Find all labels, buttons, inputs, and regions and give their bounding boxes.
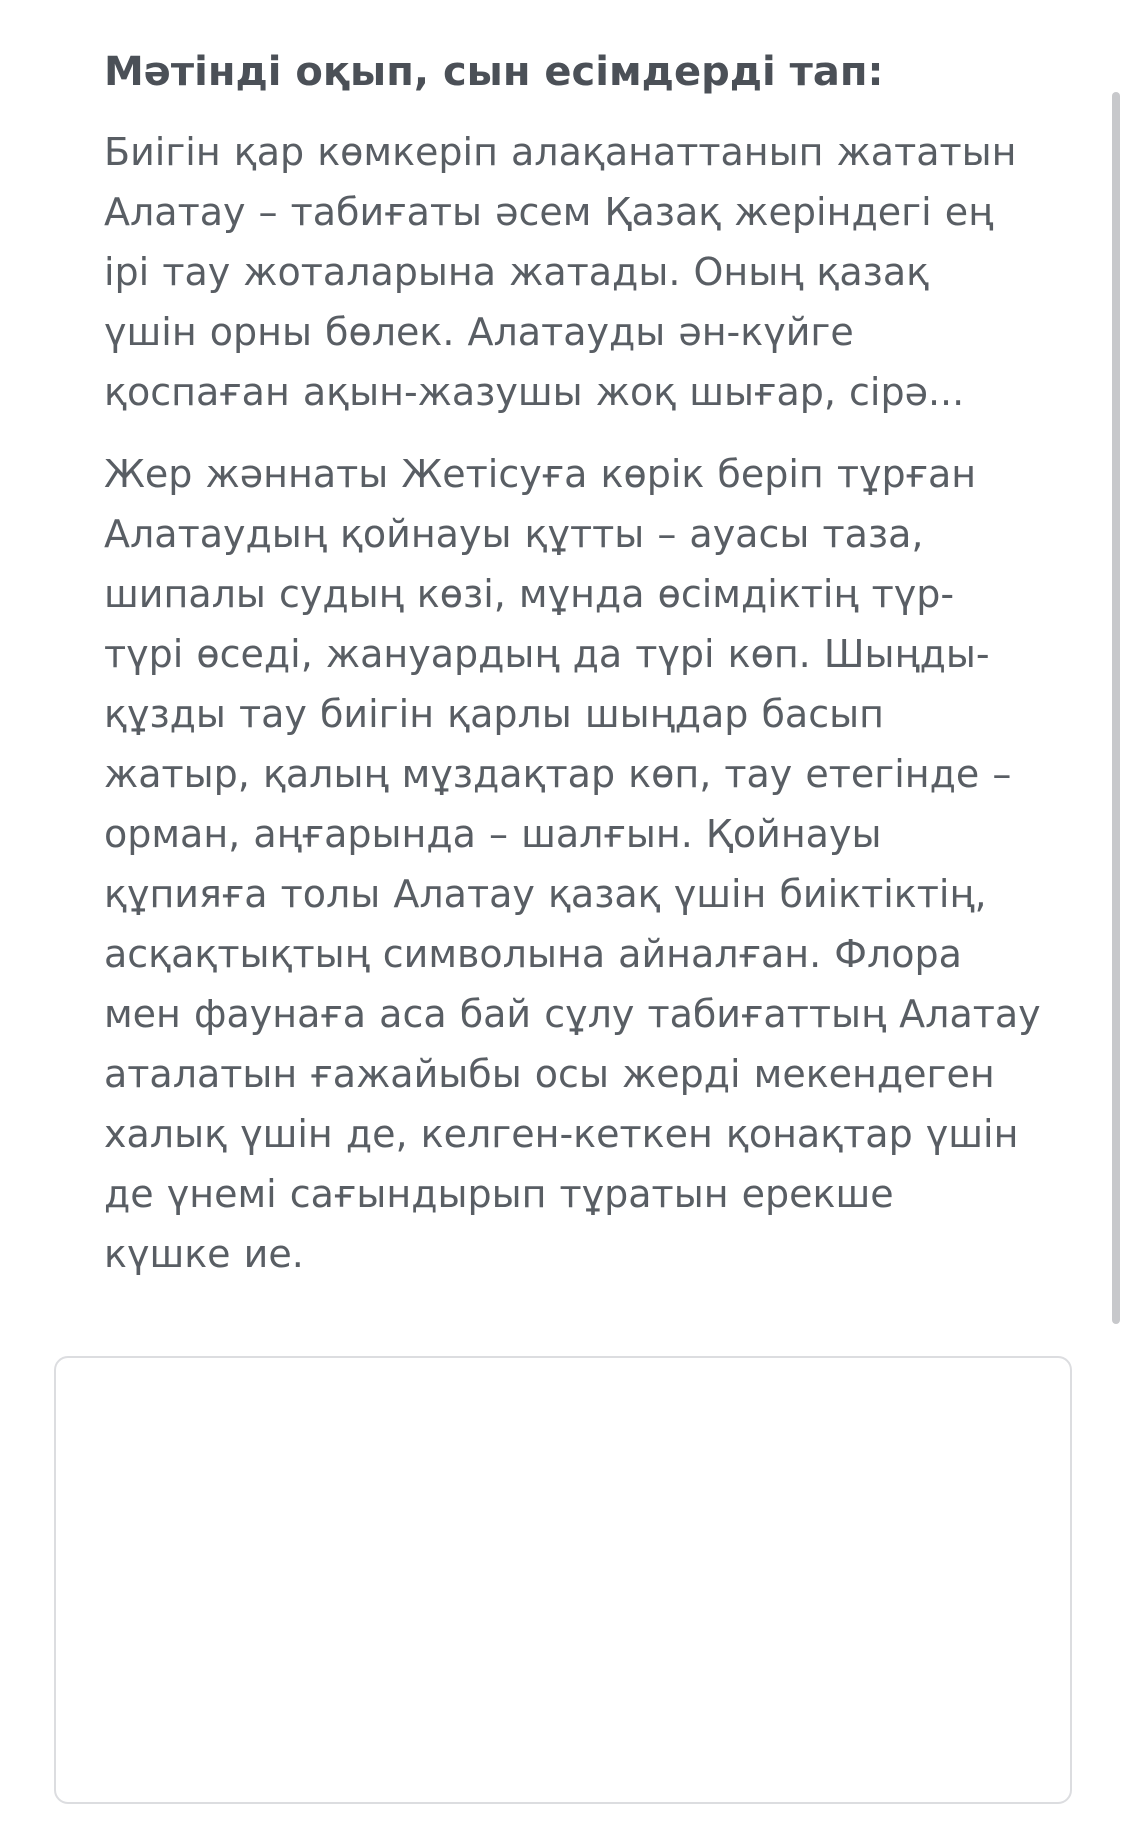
- paragraph-line: құзды тау биігін қарлы шыңдар басып: [104, 692, 884, 736]
- text-paragraph-1: [104, 122, 1024, 422]
- question-title: Мәтінді оқып, сын есімдерді тап:: [104, 49, 884, 95]
- paragraph-line: Алатау – табиғаты әсем Қазақ жеріндегі ең: [104, 190, 994, 234]
- paragraph-line: де үнемі сағындырып тұратын ерекше: [104, 1172, 894, 1216]
- paragraph-line: күшке ие.: [104, 1232, 304, 1276]
- paragraph-line: қоспаған ақын-жазушы жоқ шығар, сірә...: [104, 370, 965, 414]
- paragraph-line: халық үшін де, келген-кеткен қонақтар үшін: [104, 1112, 1019, 1156]
- question-content: [104, 46, 1041, 1284]
- paragraph-line: Жер жәннаты Жетісуға көрік беріп тұрған: [104, 452, 977, 496]
- paragraph-line: мен фаунаға аса бай сұлу табиғаттың Алатау: [104, 992, 1041, 1036]
- paragraph-line: аталатын ғажайыбы осы жерді мекендеген: [104, 1052, 995, 1096]
- paragraph-line: Биігін қар көмкеріп алақанаттанып жататын: [104, 130, 1017, 174]
- paragraph-line: шипалы судың көзі, мұнда өсімдіктің түр-: [104, 572, 955, 616]
- paragraph-line: жатыр, қалың мұздақтар көп, тау етегінде –: [104, 752, 1012, 796]
- scrollbar-thumb[interactable]: [1112, 92, 1120, 1324]
- paragraph-line: ірі тау жоталарына жатады. Оның қазақ: [104, 250, 930, 294]
- paragraph-line: түрі өседі, жануардың да түрі көп. Шыңды-: [104, 632, 990, 676]
- paragraph-line: орман, аңғарында – шалғын. Қойнауы: [104, 812, 882, 856]
- text-paragraph-2: [104, 444, 1041, 1284]
- paragraph-line: үшін орны бөлек. Алатауды ән-күйге: [104, 310, 854, 354]
- paragraph-line: асқақтықтың символына айналған. Флора: [104, 932, 962, 976]
- paragraph-line: құпияға толы Алатау қазақ үшін биіктіктің,: [104, 872, 987, 916]
- answer-input-area[interactable]: [54, 1356, 1072, 1804]
- paragraph-line: Алатаудың қойнауы құтты – ауасы таза,: [104, 512, 924, 556]
- scrollbar-track[interactable]: [1110, 0, 1124, 1821]
